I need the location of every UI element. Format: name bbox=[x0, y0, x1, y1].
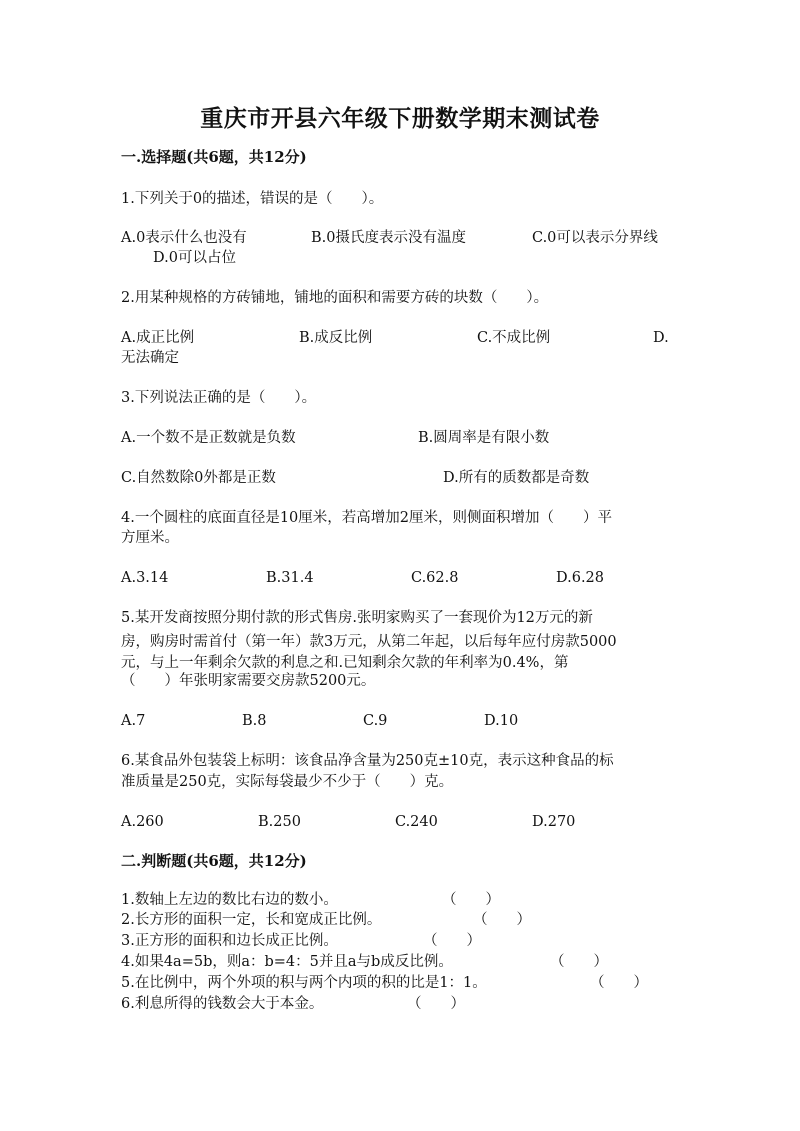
q6-option-b: B.250 bbox=[258, 814, 301, 830]
q2-option-c: C.不成比例 bbox=[477, 330, 551, 346]
judgement-item-3-blank: （ ） bbox=[423, 933, 481, 949]
judgement-item-5-blank: （ ） bbox=[590, 975, 648, 991]
judgement-item-4-text: 4.如果4a=5b，则a：b=4：5并且a与b成反比例。 bbox=[121, 954, 453, 970]
judgement-item-5-text: 5.在比例中，两个外项的积与两个内项的积的比是1：1。 bbox=[121, 975, 487, 991]
q5-option-c: C.9 bbox=[363, 713, 388, 729]
q1-option-a: A.0表示什么也没有 bbox=[121, 230, 247, 246]
q5-option-d: D.10 bbox=[484, 713, 519, 729]
question-2-text: 2.用某种规格的方砖铺地，铺地的面积和需要方砖的块数（ ）。 bbox=[121, 290, 549, 306]
question-4-line-2: 方厘米。 bbox=[121, 530, 179, 546]
question-5-line-3: 元，与上一年剩余欠款的利息之和.已知剩余欠款的年利率为0.4%，第 bbox=[121, 655, 569, 671]
judgement-item-4-blank: （ ） bbox=[550, 954, 608, 970]
q3-option-d: D.所有的质数都是奇数 bbox=[443, 470, 590, 486]
q3-option-c: C.自然数除0外都是正数 bbox=[121, 470, 276, 486]
question-6-line-2: 准质量是250克，实际每袋最少不少于（ ）克。 bbox=[121, 774, 454, 790]
q3-option-a: A.一个数不是正数就是负数 bbox=[121, 430, 296, 446]
q2-option-b: B.成反比例 bbox=[299, 330, 373, 346]
question-5-line-1: 5.某开发商按照分期付款的形式售房.张明家购买了一套现价为12万元的新 bbox=[121, 610, 593, 626]
question-1-text: 1.下列关于0的描述，错误的是（ ）。 bbox=[121, 191, 384, 207]
q1-option-c: C.0可以表示分界线 bbox=[532, 230, 658, 246]
q4-option-b: B.31.4 bbox=[266, 570, 314, 586]
judgement-item-1-text: 1.数轴上左边的数比右边的数小。 bbox=[121, 892, 338, 908]
question-6-line-1: 6.某食品外包装袋上标明：该食品净含量为250克±10克，表示这种食品的标 bbox=[121, 753, 614, 769]
judgement-item-6-blank: （ ） bbox=[407, 996, 465, 1012]
judgement-item-1-blank: （ ） bbox=[442, 892, 500, 908]
q4-option-c: C.62.8 bbox=[411, 570, 459, 586]
judgement-item-2-blank: （ ） bbox=[473, 912, 531, 928]
q5-option-a: A.7 bbox=[121, 713, 146, 729]
q2-option-d-text: 无法确定 bbox=[121, 350, 179, 366]
question-3-text: 3.下列说法正确的是（ ）。 bbox=[121, 390, 317, 406]
judgement-item-3-text: 3.正方形的面积和边长成正比例。 bbox=[121, 933, 338, 949]
question-4-line-1: 4.一个圆柱的底面直径是10厘米，若高增加2厘米，则侧面积增加（ ）平 bbox=[121, 510, 613, 526]
judgement-item-6-text: 6.利息所得的钱数会大于本金。 bbox=[121, 996, 324, 1012]
q5-option-b: B.8 bbox=[242, 713, 267, 729]
page-title: 重庆市开县六年级下册数学期末测试卷 bbox=[200, 105, 600, 132]
section-heading-choice: 一.选择题(共6题，共12分) bbox=[121, 148, 307, 166]
q2-option-d-label: D. bbox=[653, 330, 669, 346]
q6-option-d: D.270 bbox=[532, 814, 576, 830]
q4-option-d: D.6.28 bbox=[556, 570, 605, 586]
judgement-item-2-text: 2.长方形的面积一定，长和宽成正比例。 bbox=[121, 912, 382, 928]
q1-option-d: D.0可以占位 bbox=[153, 250, 236, 266]
q6-option-c: C.240 bbox=[395, 814, 438, 830]
q3-option-b: B.圆周率是有限小数 bbox=[418, 430, 550, 446]
q1-option-b: B.0摄氏度表示没有温度 bbox=[311, 230, 466, 246]
question-5-line-2: 房，购房时需首付（第一年）款3万元，从第二年起，以后每年应付房款5000 bbox=[121, 634, 617, 650]
section-heading-judgement: 二.判断题(共6题，共12分) bbox=[121, 852, 307, 870]
question-5-line-4: （ ）年张明家需要交房款5200元。 bbox=[121, 673, 376, 689]
q6-option-a: A.260 bbox=[121, 814, 164, 830]
q2-option-a: A.成正比例 bbox=[121, 330, 195, 346]
q4-option-a: A.3.14 bbox=[121, 570, 169, 586]
